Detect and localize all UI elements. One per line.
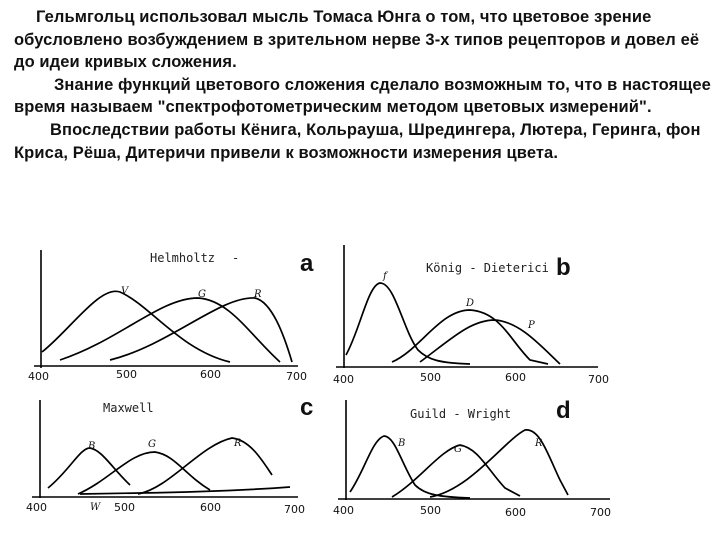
panel-d-letter: d: [556, 397, 571, 424]
panel-d-title: Guild - Wright: [410, 407, 512, 421]
panel-c-label-b: B: [88, 441, 96, 452]
panel-c-label-g: G: [148, 439, 156, 450]
panel-d-tick-500: 500: [420, 504, 441, 517]
panel-d-tick-600: 600: [505, 506, 526, 519]
paragraph-color-mixing: Знание функций цветового сложения сделало возможным то, что в настоящее время называем "спектрофотометрическим методом цветовых измерений".: [14, 75, 711, 117]
panel-b-curve-d: [392, 310, 548, 364]
panel-c-tick-400: 400: [26, 501, 47, 514]
panel-c-letter: c: [300, 394, 314, 421]
panel-a-tick-600: 600: [200, 368, 221, 381]
panel-a-label-g: G: [198, 289, 206, 300]
panel-maxwell: [26, 394, 313, 516]
panel-c-curve-w: [80, 487, 290, 494]
panel-b-tick-600: 600: [505, 371, 526, 384]
panel-c-title: Maxwell: [103, 401, 154, 415]
panel-a-letter: a: [300, 250, 314, 277]
panel-d-tick-700: 700: [590, 506, 611, 519]
panel-a-label-r: R: [254, 289, 262, 300]
panel-a-tick-700: 700: [286, 370, 307, 383]
panel-helmholtz: [28, 250, 314, 383]
panel-d-label-b: B: [398, 438, 406, 449]
panel-konig-dieterici: [333, 245, 609, 386]
panel-d-label-r: R: [535, 438, 543, 449]
panel-b-tick-400: 400: [333, 373, 354, 386]
panel-b-label-p: P: [528, 320, 535, 331]
panel-guild-wright: [333, 397, 611, 519]
panel-c-curve-r: [138, 438, 272, 494]
panel-b-curve-p: [420, 320, 560, 364]
panel-a-title: Helmholtz: [150, 251, 216, 265]
panel-a-label-v: V: [121, 286, 129, 297]
paragraph-later-work: Впоследствии работы Кёнига, Кольрауша, Шредингера, Лютера, Геринга, фон Криса, Рёша, Дитеричи привели к возможности измерения цвета.: [14, 120, 701, 162]
panel-b-letter: b: [556, 254, 571, 281]
panel-b-label-f: f: [383, 271, 387, 282]
panel-c-label-w: W: [90, 502, 101, 513]
panel-d-label-g: G: [454, 444, 462, 455]
panel-a-title-dash: -: [232, 251, 240, 265]
panel-d-curve-r: [430, 430, 568, 497]
panel-c-tick-700: 700: [284, 503, 305, 516]
paragraph-helmholtz: Гельмгольц использовал мысль Томаса Юнга о том, что цветовое зрение обусловлено возбуждением в зрительном нерве 3-х типов рецепторов и довел её до идеи кривых сложения.: [14, 8, 700, 72]
panel-c-tick-600: 600: [200, 501, 221, 514]
panel-d-tick-400: 400: [333, 504, 354, 517]
panel-c-curve-g: [78, 452, 210, 494]
panel-b-tick-700: 700: [588, 373, 609, 386]
panel-a-curve-r: [110, 298, 292, 362]
panel-a-tick-400: 400: [28, 370, 49, 383]
panel-c-label-r: R: [234, 438, 242, 449]
panel-b-label-d: D: [466, 298, 475, 309]
panel-b-title: König - Dieterici: [426, 261, 549, 275]
panel-c-tick-500: 500: [114, 501, 135, 514]
panel-a-tick-500: 500: [116, 368, 137, 381]
panel-b-tick-500: 500: [420, 371, 441, 384]
